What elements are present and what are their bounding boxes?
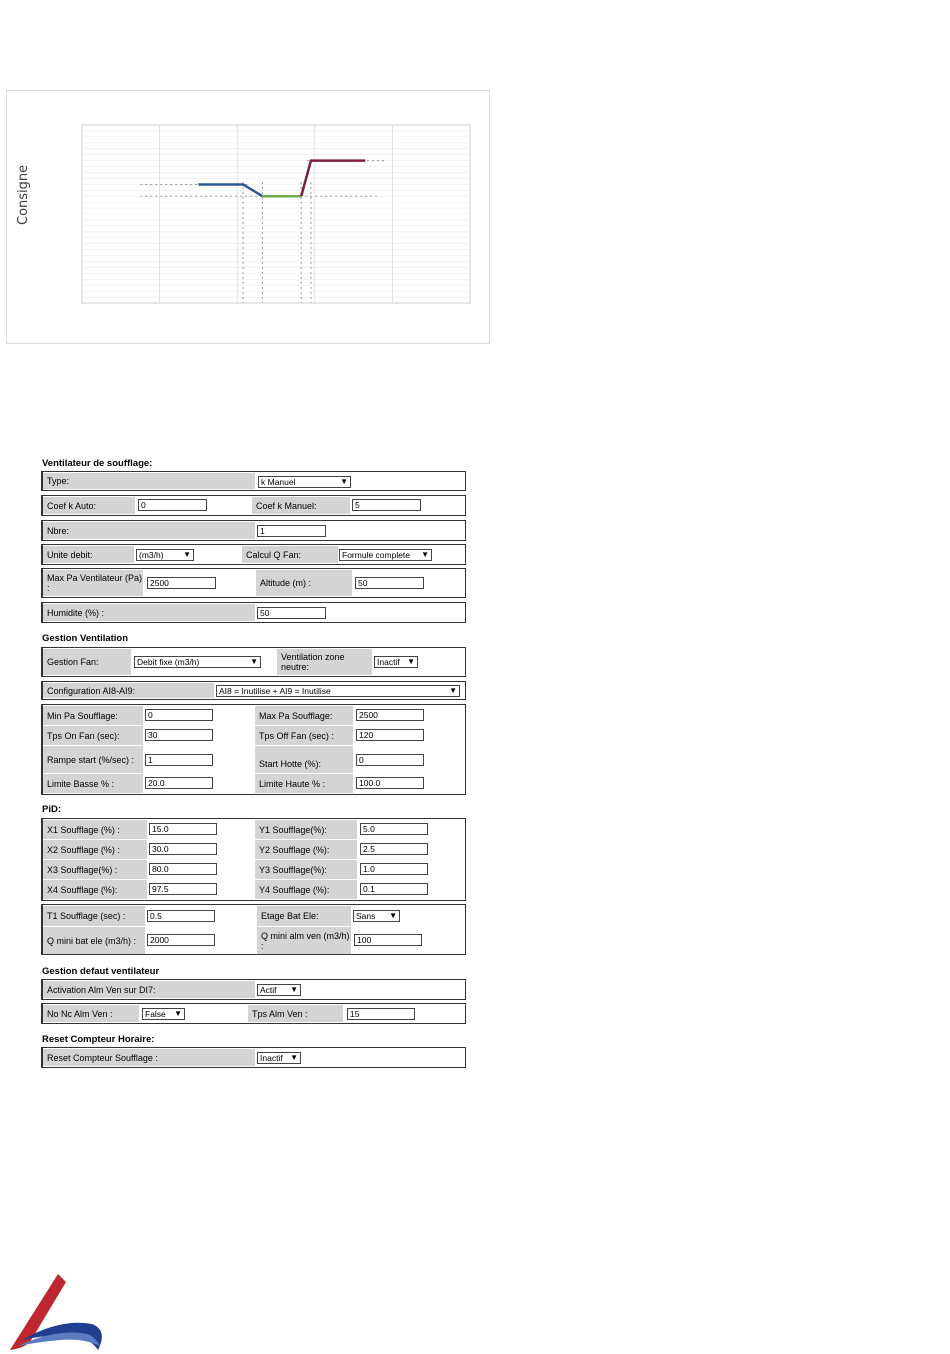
section-gestion-ventilation: Gestion Ventilation	[42, 633, 129, 644]
limite-basse-label: Limite Basse % :	[43, 774, 143, 793]
limite-haute-label: Limite Haute % :	[255, 774, 353, 793]
y3-input[interactable]	[360, 863, 428, 875]
etage-label: Etage Bat Ele:	[257, 906, 351, 926]
row-no-nc	[41, 1003, 466, 1024]
x2-input[interactable]	[149, 843, 217, 855]
chart-ylabel: Consigne	[16, 164, 31, 225]
min-pa-input[interactable]	[145, 709, 213, 721]
chevron-down-icon: ▼	[389, 911, 397, 920]
row-unite	[41, 544, 466, 565]
tps-on-label: Tps On Fan (sec):	[43, 726, 143, 745]
max-pa-label: Max Pa Soufflage:	[255, 706, 353, 725]
vent-zone-label: Ventilation zone neutre:	[277, 649, 372, 675]
x1-input[interactable]	[149, 823, 217, 835]
config-ai-select[interactable]	[216, 685, 460, 697]
x4-input[interactable]	[149, 883, 217, 895]
gestion-fan-label: Gestion Fan:	[43, 649, 131, 675]
tps-alm-input[interactable]	[347, 1008, 415, 1020]
q-mini-alm-label: Q mini alm ven (m3/h) :	[257, 927, 351, 954]
humidite-label: Humidite (%) :	[43, 604, 255, 621]
tps-alm-label: Tps Alm Ven :	[248, 1005, 343, 1022]
gestion-fan-value: Debit fixe (m3/h)	[137, 657, 200, 667]
tps-off-label: Tps Off Fan (sec) :	[255, 726, 353, 745]
row-config-ai	[41, 681, 466, 700]
y3-label: Y3 Soufflage(%):	[255, 860, 357, 879]
y4-label: Y4 Soufflage (%):	[255, 880, 357, 899]
start-hotte-label: Start Hotte (%):	[255, 746, 353, 773]
section-pid: PiD:	[42, 804, 61, 815]
x3-label: X3 Soufflage(%) :	[43, 860, 147, 879]
section-ventilateur: Ventilateur de soufflage:	[42, 458, 153, 469]
x2-label: X2 Soufflage (%) :	[43, 840, 147, 859]
type-select[interactable]	[258, 476, 351, 488]
x3-input[interactable]	[149, 863, 217, 875]
row-coef	[41, 495, 466, 516]
max-pa-vent-input[interactable]	[147, 577, 216, 589]
max-pa-vent-label: Max Pa Ventilateur (Pa) :	[43, 570, 143, 596]
etage-value: Sans	[356, 911, 376, 921]
vent-zone-value: Inactif	[377, 657, 400, 667]
limite-basse-input[interactable]	[145, 777, 213, 789]
x4-label: X4 Soufflage (%):	[43, 880, 147, 899]
t1-label: T1 Soufflage (sec) :	[43, 906, 145, 926]
y2-label: Y2 Soufflage (%):	[255, 840, 357, 859]
config-ai-label: Configuration AI8-AI9:	[43, 683, 214, 698]
coef-k-manuel-input[interactable]	[352, 499, 421, 511]
chevron-down-icon: ▼	[407, 657, 415, 666]
q-mini-bat-label: Q mini bat ele (m3/h) :	[43, 927, 145, 954]
reset-value: Inactif	[260, 1053, 283, 1063]
reset-label: Reset Compteur Soufflage :	[43, 1049, 255, 1066]
tps-on-input[interactable]	[145, 729, 213, 741]
reset-select[interactable]	[257, 1052, 301, 1064]
tps-off-input[interactable]	[356, 729, 424, 741]
chevron-down-icon: ▼	[183, 550, 191, 559]
chevron-down-icon: ▼	[449, 686, 457, 695]
chevron-down-icon: ▼	[250, 657, 258, 666]
limite-haute-input[interactable]	[356, 777, 424, 789]
q-mini-bat-input[interactable]	[147, 934, 215, 946]
row-reset	[41, 1047, 466, 1068]
row-nbre	[41, 520, 466, 541]
activation-select[interactable]	[257, 984, 301, 996]
no-nc-label: No Nc Alm Ven :	[43, 1005, 139, 1022]
y2-input[interactable]	[360, 843, 428, 855]
chevron-down-icon: ▼	[290, 985, 298, 994]
section-gestion-defaut: Gestion defaut ventilateur	[42, 966, 160, 977]
row-max-pa-vent	[41, 568, 466, 598]
section-reset: Reset Compteur Horaire:	[42, 1034, 155, 1045]
humidite-input[interactable]	[257, 607, 326, 619]
calcul-q-fan-label: Calcul Q Fan:	[242, 546, 338, 563]
chevron-down-icon: ▼	[174, 1009, 182, 1018]
chevron-down-icon: ▼	[340, 477, 348, 486]
type-label: Type:	[43, 473, 255, 489]
t1-input[interactable]	[147, 910, 215, 922]
row-activation	[41, 979, 466, 1000]
gestion-fan-select[interactable]	[134, 656, 261, 668]
etage-select[interactable]	[353, 910, 400, 922]
coef-k-auto-label: Coef k Auto:	[43, 497, 135, 514]
row-gestion-fan	[41, 647, 466, 677]
unite-debit-select[interactable]	[136, 549, 194, 561]
vent-zone-select[interactable]	[374, 656, 418, 668]
rampe-label: Rampe start (%/sec) :	[43, 746, 143, 773]
unite-debit-value: (m3/h)	[139, 550, 164, 560]
coef-k-auto-input[interactable]	[138, 499, 207, 511]
min-pa-label: Min Pa Soufflage:	[43, 706, 143, 725]
y4-input[interactable]	[360, 883, 428, 895]
q-mini-alm-input[interactable]	[354, 934, 422, 946]
type-select-value: k Manuel	[261, 477, 296, 487]
consigne-chart	[0, 0, 950, 360]
company-logo	[0, 1268, 110, 1354]
no-nc-select[interactable]	[142, 1008, 185, 1020]
activation-label: Activation Alm Ven sur DI7:	[43, 981, 255, 998]
calcul-q-fan-value: Formule complete	[342, 550, 411, 560]
no-nc-value: False	[145, 1009, 166, 1019]
row-t1-block	[41, 904, 466, 955]
row-pid-block	[41, 818, 466, 901]
max-pa-input[interactable]	[356, 709, 424, 721]
start-hotte-input[interactable]	[356, 754, 424, 766]
row-pa-block	[41, 704, 466, 795]
chevron-down-icon: ▼	[290, 1053, 298, 1062]
y1-label: Y1 Soufflage(%):	[255, 820, 357, 839]
altitude-input[interactable]	[355, 577, 424, 589]
coef-k-manuel-label: Coef k Manuel:	[252, 497, 350, 514]
calcul-q-fan-select[interactable]	[339, 549, 432, 561]
config-ai-value: AI8 = Inutilise + AI9 = Inutilise	[219, 686, 331, 696]
row-type	[41, 471, 466, 491]
nbre-input[interactable]	[257, 525, 326, 537]
y1-input[interactable]	[360, 823, 428, 835]
x1-label: X1 Soufflage (%) :	[43, 820, 147, 839]
altitude-label: Altitude (m) :	[256, 570, 352, 596]
rampe-input[interactable]	[145, 754, 213, 766]
chevron-down-icon: ▼	[421, 550, 429, 559]
nbre-label: Nbre:	[43, 522, 255, 539]
activation-value: Actif	[260, 985, 277, 995]
row-humidite	[41, 602, 466, 623]
unite-debit-label: Unite debit:	[43, 546, 134, 563]
